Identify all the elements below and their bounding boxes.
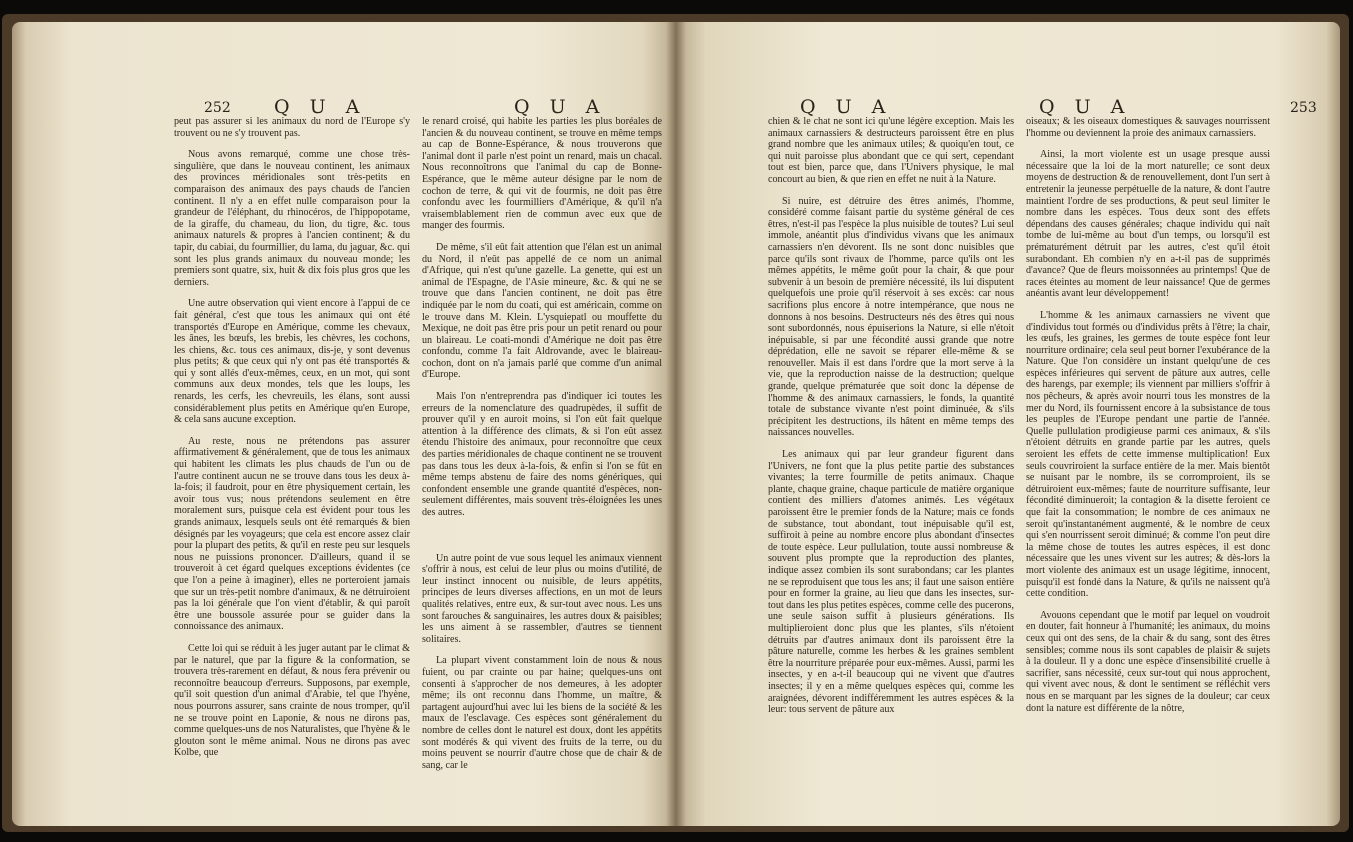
right-col2-running-head: Q U A (1039, 96, 1132, 118)
right-column-2 (1026, 116, 1270, 714)
paragraph: Un autre point de vue sous lequel les animaux viennent s'offrir à nous, est celui de leur plus ou moins d'utilité, de leur instinct innocent ou nuisible, de leurs appétits, principes de leurs diverses affections, en un mot de leurs qualités relatives, entre eux, & sur-tout avec nous. Les uns sont farouches & sanguinaires, les autres doux & paisibles; les uns aiment à se rassembler, d'autres se tiennent solitaires. (422, 552, 662, 645)
left-column-2 (422, 116, 662, 771)
paragraph: Mais l'on n'entreprendra pas d'indiquer ici toutes les erreurs de la nomenclature des quadrupèdes, il suffit de prouver qu'il y en auroit moins, si l'on eût fait quelque attention à la différence des climats, & si l'on eût assez étendu l'histoire des animaux, pour reconnoître que ceux des parties méridionales de chaque continent ne se trouvent pas dans tous les deux à-la-fois, & enfin si l'on se fût en même temps abstenu de faire des noms génériques, qui confondent ensemble une grande quantité d'espèces, non-seulement différentes, mais souvent très-éloignées les unes des autres. (422, 391, 662, 518)
paragraph: L'homme & les animaux carnassiers ne vivent que d'individus tout formés ou d'individus prêts à l'être; la chair, les œufs, les graines, les germes de toute espèce font leur nourriture ordinaire; cela seul peut borner l'exubérance de la Nature. Que l'on considère un instant quelqu'une de ces espèces inférieures qui servent de pâture aux autres, celle des harengs, par exemple; ils viennent par milliers s'offrir à nos pêcheurs, & après avoir nourri tous les monstres de la mer du Nord, ils fournissent encore à la subsistance de tous les peuples de l'Europe pendant une partie de l'année. Quelle pullulation prodigieuse parmi ces animaux, & s'ils n'étoient détruits en grande partie par les autres, quels seroient les effets de cette immense multiplication! Eux seuls couvriroient la surface entière de la mer. Mais bientôt se nuisant par le nombre, ils se corromproient, ils se détruiroient eux-mêmes; faute de nourriture suffisante, leur fécondité diminueroit; la contagion & la disette feroient ce que fait la consommation; le nombre de ces animaux ne seroit qu'instantanément augmenté, & le nombre de ceux qui s'en nourrissent seroit diminué; & comme l'on peut dire la même chose de toutes les autres espèces, il est donc nécessaire que les unes vivent sur les autres; & dès-lors la mort violente des animaux est un usage légitime, innocent, puisqu'il est fondé dans la Nature, & qu'ils ne naissent qu'à cette condition. (1026, 309, 1270, 600)
left-col2-running-head: Q U A (514, 96, 607, 118)
paragraph: oiseaux; & les oiseaux domestiques & sauvages nourrissent l'homme ou deviennent la proie des animaux carnassiers. (1026, 116, 1270, 139)
paragraph: Cette loi qui se réduit à les juger autant par le climat & par le naturel, que par la figure & la conformation, se trouvera très-rarement en défaut, & nous fera prévenir ou reconnoître beaucoup d'erreurs. Supposons, par exemple, qu'il soit question d'un animal d'Arabie, tel que l'hyène, nous pourrons assurer, sans crainte de nous tromper, qu'il ne se trouve point en Laponie, & nous ne dirons pas, comme quelques-uns de nos Naturalistes, que l'hyène & le glouton sont le même animal. Nous ne dirons pas avec Kolbe, que (174, 642, 410, 759)
paragraph: Ainsi, la mort violente est un usage presque aussi nécessaire que la loi de la mort naturelle; ce sont deux moyens de destruction & de renouvellement, dont l'un sert à entretenir la jeunesse perpétuelle de la nature, & dont l'autre maintient l'ordre de ses productions, & peut seul limiter le nombre dans les espèces. Tous deux sont des effets dépendans des causes générales; chaque individu qui naît tombe de lui-même au bout d'un temps, ou lorsqu'il est prématurément détruit par les autres, c'est qu'il étoit surabondant. Eh combien n'y en a-t-il pas de supprimés d'avance? Que de fleurs moissonnées au printemps! Que de races éteintes au moment de leur naissance! Que de germes anéantis avant leur développement! (1026, 149, 1270, 300)
paragraph: le renard croisé, qui habite les parties les plus boréales de l'ancien & du nouveau continent, se trouve en même temps au cap de Bonne-Espérance, & nous trouverons que l'animal dont il parle n'est point un renard, mais un chacal. Nous reconnoîtrons que l'animal du cap de Bonne-Espérance, que le même auteur désigne par le nom de cochon de terre, & qui vit de fourmis, ne doit pas être confondu avec les fourmilliers d'Amérique, & qu'il n'a vraisemblablement rien de commun avec eux que de manger des fourmis. (422, 116, 662, 232)
paragraph: Si nuire, est détruire des êtres animés, l'homme, considéré comme faisant partie du système général de ces êtres, n'est-il pas l'espèce la plus nuisible de toutes? Lui seul immole, anéantit plus d'individus vivans que les animaux carnassiers n'en dévorent. Ils ne sont donc nuisibles que parce qu'ils sont rivaux de l'homme, parce qu'ils ont les mêmes appétits, le même goût pour la chair, & que pour subvenir à un besoin de première nécessité, ils lui disputent quelquefois une proie qu'il réservoit à ses excès: car nous sacrifions plus encore à notre intempérance, que nous ne donnons à nos besoins. Destructeurs nés des êtres qui nous sont subordonnés, nous épuiserions la Nature, si elle n'étoit inépuisable, si par une fécondité aussi grande que notre déprédation, elle ne savoit se réparer elle-même & se renouveller. Mais il est dans l'ordre que la mort serve à la vie, que la reproduction naisse de la destruction; quelque grande, quelque prématurée que soit donc la dépense de l'homme & des animaux carnassiers, le fonds, la quantité totale de substance vivante n'est point diminuée, & s'ils précipitent les destructions, ils hâtent en même temps des naissances nouvelles. (768, 195, 1014, 439)
right-column-1 (768, 116, 1014, 716)
left-page (12, 22, 676, 826)
paragraph: Au reste, nous ne prétendons pas assurer affirmativement & généralement, que de tous les animaux qui habitent les climats les plus chauds de l'un ou de l'autre continent aucun ne se trouve dans tous les deux à-la-fois; il faudroit, pour en être physiquement certain, les avoir tous vus; nous prétendons seulement en être moralement surs, puisque cela est évident pour tous les grands animaux, lesquels seuls ont été remarqués & bien désignés par les voyageurs; que cela est encore assez clair pour la plupart des petits, & qu'il en reste peu sur lesquels nous ne puissions prononcer. D'ailleurs, quand il se trouveroit à cet égard quelques exceptions évidentes (ce que l'on a peine à imaginer), elles ne porteroient jamais que sur un très-petit nombre d'animaux, & ne détruiroient pas la loi générale que l'on vient d'établir, & qui paroît être une boussole assurée pour se guider dans la connoissance des animaux. (174, 435, 410, 633)
right-col1-running-head: Q U A (800, 96, 893, 118)
paragraph: Une autre observation qui vient encore à l'appui de ce fait général, c'est que tous les animaux qui ont été transportés d'Europe en Amérique, comme les chevaux, les ânes, les bœufs, les brebis, les chèvres, les cochons, les chiens, &c. tous ces animaux, dis-je, y sont devenus plus petits; & que ceux qui n'y ont pas été transportés & qui y sont allés d'eux-mêmes, ceux, en un mot, qui sont communs aux deux mondes, tels que les loups, les renards, les cerfs, les chevreuils, les élans, sont aussi considérablement plus petits en Amérique qu'en Europe, & cela sans aucune exception. (174, 298, 410, 426)
book-gutter (666, 22, 686, 826)
left-col1-running-head: Q U A (274, 96, 367, 118)
left-page-number: 252 (204, 100, 231, 116)
paragraph: peut pas assurer si les animaux du nord de l'Europe s'y trouvent ou ne s'y trouvent pas. (174, 116, 410, 139)
paragraph: La plupart vivent constamment loin de nous & nous fuient, ou par crainte ou par haine; quelques-uns ont consenti à s'approcher de nos demeures, à les adopter même; ils ont reconnu dans l'homme, un maître, & partagent aujourd'hui avec lui les biens de la société & les maux de l'esclavage. Ces espèces sont généralement du nombre de celles dont le naturel est doux, dont les appétits sont modérés & qui vivent des fruits de la terre, ou du moins peuvent se nourrir d'autre chose que de chair & de sang, car le (422, 655, 662, 771)
paragraph: De même, s'il eût fait attention que l'élan est un animal du Nord, il n'eût pas appellé de ce nom un animal d'Afrique, qui n'est qu'une gazelle. La genette, qui est un animal de l'Espagne, de l'Asie mineure, &c. & qui ne se trouve que dans l'ancien continent, ne doit pas être indiquée par le nom du coati, qui est américain, comme on le trouve dans M. Klein. L'ysquiepatl ou mouffette du Mexique, ne doit pas être pris pour un petit renard ou pour un blaireau. Le coati-mondi d'Amérique ne doit pas être confondu, comme l'a fait Aldrovande, avec le blaireau-cochon, dont on n'a jamais parlé que comme d'un animal d'Europe. (422, 241, 662, 381)
right-page (676, 22, 1340, 826)
paragraph: chien & le chat ne sont ici qu'une légère exception. Mais les animaux carnassiers & destructeurs paroissent être en plus grand nombre que les animaux utiles; & quoiqu'en tout, ce qui nuit paroisse plus abondant que ce qui sert, cependant tout est bien, parce que, dans l'Univers physique, le mal concourt au bien, & que rien en effet ne nuit à la Nature. (768, 116, 1014, 185)
paragraph: Avouons cependant que le motif par lequel on voudroit en douter, fait honneur à l'humanité; les animaux, du moins ceux qui ont des sens, de la chair & du sang, sont des êtres sensibles; comme nous ils sont capables de plaisir & sujets à la douleur. Il y a donc une espèce d'insensibilité cruelle à sacrifier, sans nécessité, ceux sur-tout qui nous approchent, qui vivent avec nous, & dont le sentiment se réfléchit vers nous en se marquant par les signes de la douleur; car ceux dont la nature est différente de la nôtre, (1026, 609, 1270, 714)
right-page-number: 253 (1290, 100, 1317, 116)
left-column-1 (174, 116, 410, 759)
paragraph: Les animaux qui par leur grandeur figurent dans l'Univers, ne font que la plus petite partie des substances vivantes; la terre fourmille de petits animaux. Chaque plante, chaque graine, chaque particule de matière organique contient des milliers d'atomes animés. Les végétaux paroissent être le premier fonds de la Nature; mais ce fonds de substance, tout abondant, tout inépuisable qu'il est, suffiroit à peine au nombre encore plus abondant d'insectes de toute espèce. Leur pullulation, toute aussi nombreuse & souvent plus prompte que la reproduction des plantes, indique assez combien ils sont surabondans; car les plantes ne se reproduisent que tous les ans; il faut une saison entière pour en former la graine, au lieu que dans les insectes, sur-tout dans les plus petites espèces, comme celle des pucerons, une seule saison suffit à plusieurs générations. Ils multiplieroient donc plus que les plantes, s'ils n'étoient détruits par d'autres animaux dont ils paroissent être la pâture naturelle, comme les herbes & les graines semblent être la nourriture préparée pour eux-mêmes. Aussi, parmi les insectes, y en a-t-il beaucoup qui ne vivent que d'autres insectes; il y en a même quelques espèces qui, comme les araignées, dévorent indifféremment les autres espèces & la leur: tous servent de pâture aux (768, 449, 1014, 716)
paragraph: Nous avons remarqué, comme une chose très-singulière, que dans le nouveau continent, les animaux des provinces méridionales sont très-petits en comparaison des animaux des pays chauds de l'ancien continent. Il n'y a en effet nulle comparaison pour la grandeur de l'éléphant, du rhinocéros, de l'hippopotame, de la giraffe, du chameau, du lion, du tigre, &c. tous animaux naturels & propres à l'ancien continent; & du tapir, du cabiai, du fourmillier, du lama, du jaguar, &c. qui sont les plus grands animaux du nouveau monde; les premiers sont quatre, six, huit & dix fois plus gros que les derniers. (174, 149, 410, 288)
